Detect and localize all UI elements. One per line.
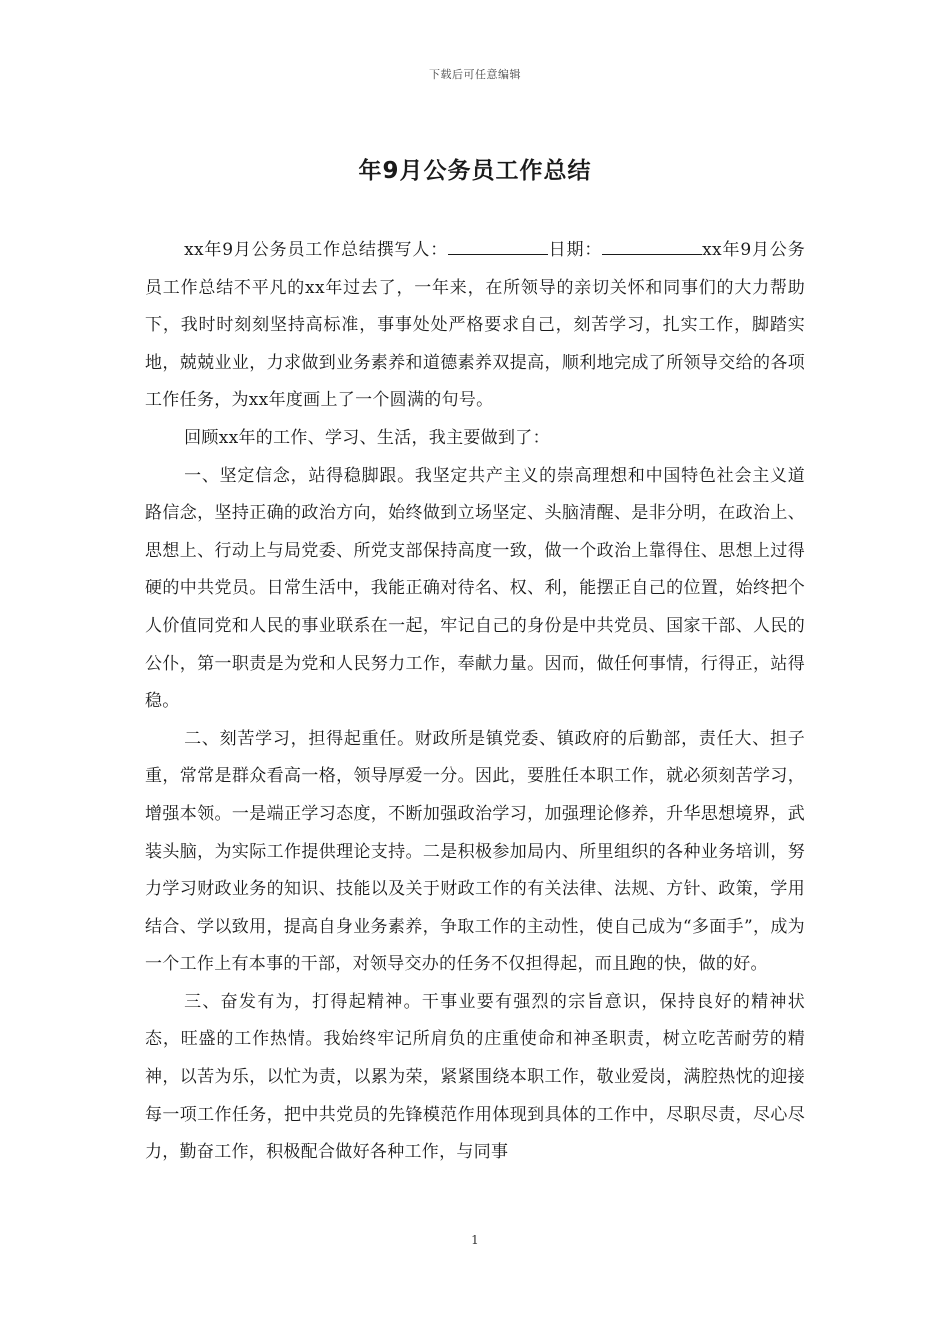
document-body: [145, 232, 805, 1172]
paragraph: 二、刻苦学习，担得起重任。财政所是镇党委、镇政府的后勤部，责任大、担子重，常常是群众看高一格，领导厚爱一分。因此，要胜任本职工作，就必须刻苦学习，增强本领。一是端正学习态度，不断加强政治学习，加强理论修养，升华思想境界，武装头脑，为实际工作提供理论支持。二是积极参加局内、所里组织的各种业务培训，努力学习财政业务的知识、技能以及关于财政工作的有关法律、法规、方针、政策，学用结合、学以致用，提高自身业务素养，争取工作的主动性，使自己成为“多面手”，成为一个工作上有本事的干部，对领导交办的任务不仅担得起，而且跑的快，做的好。: [145, 728, 805, 975]
date-blank-line: [602, 240, 702, 255]
intro-text: xx年9月公务员工作总结不平凡的xx年过去了，一年来，在所领导的亲切关怀和同事们的大力帮助下，我时时刻刻坚持高标准，事事处处严格要求自己，刻苦学习，扎实工作，脚踏实地，兢兢业业，力求做到业务素养和道德素养双提高，顺利地完成了所领导交给的各项工作任务，为xx年度画上了一个圆满的句号。: [145, 240, 805, 411]
author-blank-line: [448, 240, 548, 255]
paragraph: 一、坚定信念，站得稳脚跟。我坚定共产主义的崇高理想和中国特色社会主义道路信念，坚持正确的政治方向，始终做到立场坚定、头脑清醒、是非分明，在政治上、思想上、行动上与局党委、所党支部保持高度一致，做一个政治上靠得住、思想上过得硬的中共党员。日常生活中，我能正确对待名、权、利，能摆正自己的位置，始终把个人价值同党和人民的事业联系在一起，牢记自己的身份是中共党员、国家干部、人民的公仆，第一职责是为党和人民努力工作，奉献力量。因而，做任何事情，行得正，站得稳。: [145, 465, 805, 712]
intro-date-label: 日期：: [548, 240, 603, 260]
paragraph-intro: [145, 232, 805, 420]
paragraph: 回顾xx年的工作、学习、生活，我主要做到了：: [184, 427, 550, 448]
paragraph: 三、奋发有为，打得起精神。干事业要有强烈的宗旨意识，保持良好的精神状态，旺盛的工作热情。我始终牢记所肩负的庄重使命和神圣职责，树立吃苦耐劳的精神，以苦为乐，以忙为责，以累为荣，紧紧围绕本职工作，敬业爱岗，满腔热忱的迎接每一项工作任务，把中共党员的先锋模范作用体现到具体的工作中，尽职尽责，尽心尽力，勤奋工作，积极配合做好各种工作，与同事: [145, 991, 805, 1163]
page-number: 1: [471, 1233, 479, 1247]
document-title: 年9月公务员工作总结: [358, 158, 592, 184]
intro-author-label: xx年9月公务员工作总结撰写人：: [184, 240, 449, 260]
header-note: 下载后可任意编辑: [429, 68, 521, 81]
